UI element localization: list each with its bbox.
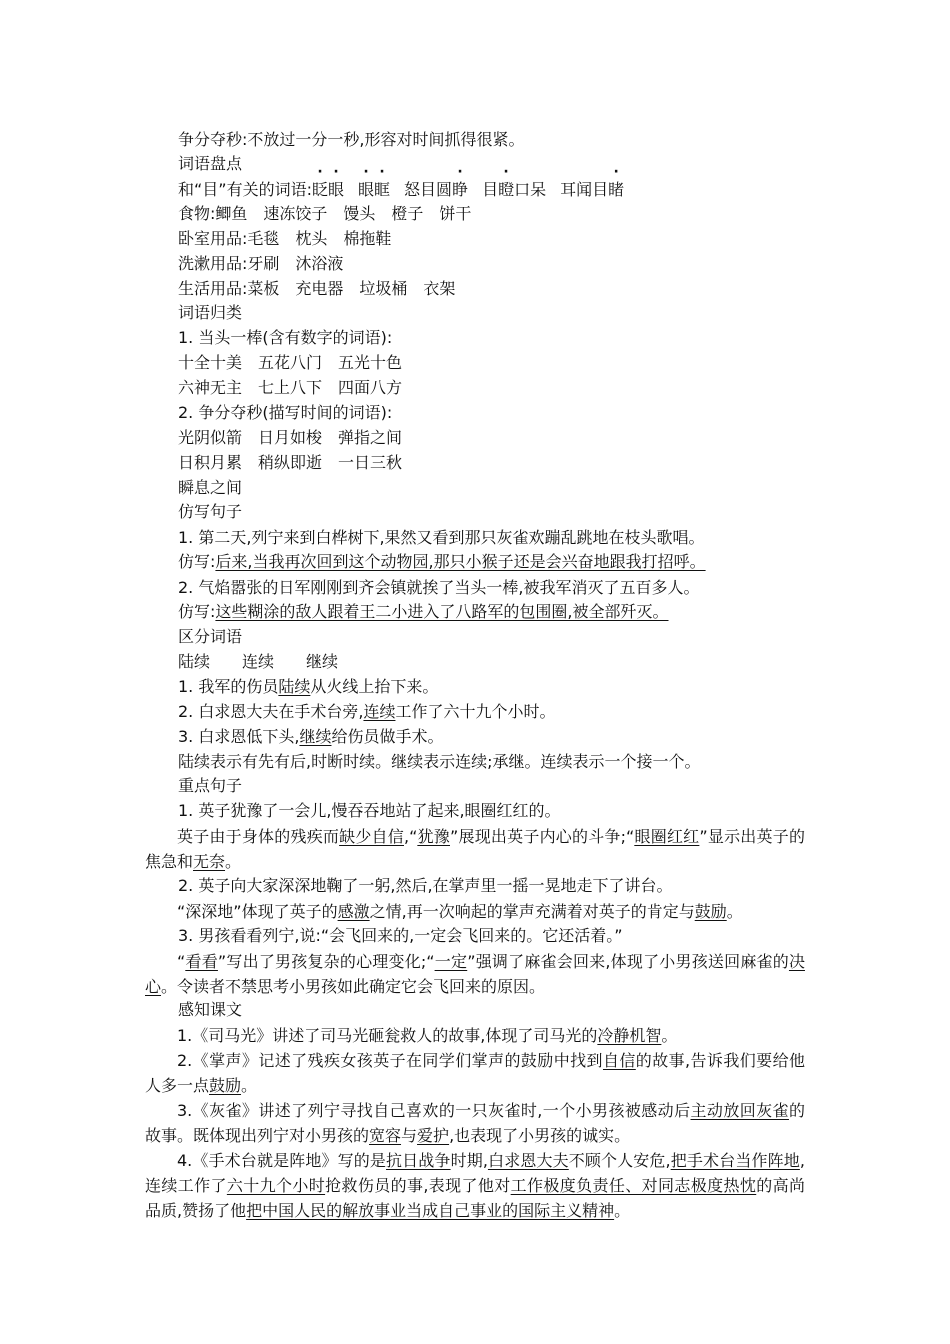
text-span: 1.《司马光》讲述了司马光砸瓮救人的故事,体现了司马光的 xyxy=(177,1026,598,1045)
text-span: 工作了六十九个小时。 xyxy=(395,702,556,721)
zhongdian-sentence-3: 3. 男孩看看列宁,说:“会飞回来的,一定会飞回来的。它还活着。” xyxy=(178,926,623,945)
zhongdian-analysis-1 xyxy=(145,824,805,874)
key-phrase: 六十九个小时 xyxy=(226,1176,326,1195)
text-span: 从火线上抬下来。 xyxy=(310,677,439,696)
time-words-title: 2. 争分夺秒(描写时间的词语): xyxy=(178,403,393,422)
time-words-row-1: 光阴似箭 日月如梭 弹指之间 xyxy=(178,428,403,447)
life-line: 生活用品:菜板 充电器 垃圾桶 衣架 xyxy=(178,279,456,298)
number-words-row-2: 六神无主 七上八下 四面八方 xyxy=(178,378,403,397)
key-phrase: 爱护 xyxy=(417,1126,450,1145)
text-span: 。 xyxy=(225,852,242,871)
number-words-row-1: 十全十美 五花八门 五光十色 xyxy=(178,353,403,372)
mu-words-prefix: 和“目”有关的词语: xyxy=(178,180,312,199)
word-zhayan: 眨眼 xyxy=(311,180,345,199)
section-heading-ganzhi: 感知课文 xyxy=(178,1000,243,1019)
ganzhi-item-4 xyxy=(145,1148,805,1223)
key-phrase: 白求恩大夫 xyxy=(487,1151,569,1170)
text-span: 4.《手术台就是阵地》写的是 xyxy=(177,1151,387,1170)
text-span: ”显示出英子的焦急和 xyxy=(145,827,805,871)
key-phrase: 工作极度负责任、对同志极度热忱 xyxy=(510,1176,757,1195)
text-span: 2. 白求恩大夫在手术台旁, xyxy=(178,702,364,721)
word-numu: 怒目圆睁 xyxy=(404,180,469,199)
key-phrase: 看看 xyxy=(185,952,218,971)
number-words-title: 1. 当头一棒(含有数字的词语): xyxy=(178,328,393,347)
text-span: 。 xyxy=(614,1201,631,1220)
fangxie-answer-2 xyxy=(178,600,669,624)
key-phrase: 把中国人民的解放事业当成自己事业的国际主义精神 xyxy=(246,1201,615,1220)
text-span: 的高尚品质,赞扬了他 xyxy=(145,1176,805,1220)
text-span: “深深地”体现了英子的 xyxy=(177,902,338,921)
section-heading-zhongdian: 重点句子 xyxy=(178,776,243,795)
text-span: ”展现出英子内心的斗争;“ xyxy=(450,827,635,846)
fangxie-answer-2-text: 这些糊涂的敌人跟着王二小进入了八路军的包围圈,被全部歼灭。 xyxy=(215,602,669,621)
zhongdian-sentence-1: 1. 英子犹豫了一会儿,慢吞吞地站了起来,眼圈红红的。 xyxy=(178,801,561,820)
fangxie-sentence-2: 2. 气焰嚣张的日军刚刚到齐会镇就挨了当头一棒,被我军消灭了五百多人。 xyxy=(178,578,700,597)
zhongdian-analysis-2 xyxy=(145,899,805,924)
definition-line: 争分夺秒:不放过一分一秒,形容对时间抓得很紧。 xyxy=(178,130,525,149)
fangxie-answer-1-text: 后来,当我再次回到这个动物园,那只小猴子还是会兴奋地跟我打招呼。 xyxy=(215,552,706,571)
wash-line: 洗漱用品:牙刷 沐浴液 xyxy=(178,254,344,273)
zhongdian-sentence-2: 2. 英子向大家深深地鞠了一躬,然后,在掌声里一摇一晃地走下了讲台。 xyxy=(178,876,673,895)
key-phrase: 一定 xyxy=(434,952,468,971)
key-phrase: 缺少自信 xyxy=(339,827,404,846)
key-phrase: 无奈 xyxy=(193,852,226,871)
fangxie-label: 仿写: xyxy=(178,552,216,571)
word-yankuang: 眼眶 xyxy=(358,180,391,199)
text-span: 的故事,告诉我们要给他人多一点 xyxy=(145,1051,805,1095)
text-span: 1. 我军的伤员 xyxy=(178,677,279,696)
key-phrase: 宽容 xyxy=(369,1126,402,1145)
text-span: ”强调了麻雀会回来,体现了小男孩送回麻雀的 xyxy=(467,952,789,971)
text-span: 给伤员做手术。 xyxy=(331,727,444,746)
text-span: 与 xyxy=(401,1126,418,1145)
section-heading-fangxie: 仿写句子 xyxy=(178,502,243,521)
text-span: 。令读者不禁思考小男孩如此确定它会飞回来的原因。 xyxy=(161,977,546,996)
text-span: ,连续工作了 xyxy=(145,1151,805,1195)
section-heading-qufen: 区分词语 xyxy=(178,627,243,646)
zhongdian-analysis-3 xyxy=(145,949,805,999)
key-phrase: 抗日战争 xyxy=(386,1151,451,1170)
text-span: 之情,再一次响起的掌声充满着对英子的肯定与 xyxy=(369,902,695,921)
key-phrase: 鼓励 xyxy=(694,902,727,921)
text-span: 时期, xyxy=(450,1151,488,1170)
section-heading-ciyu-pandian: 词语盘点 xyxy=(178,154,243,173)
mu-words-line xyxy=(178,178,624,202)
qufen-sentence-2 xyxy=(178,700,555,724)
fangxie-label: 仿写: xyxy=(178,602,216,621)
key-phrase: 犹豫 xyxy=(417,827,450,846)
key-phrase: 冷静机智 xyxy=(597,1026,662,1045)
text-span: 抢救伤员的事,表现了他对 xyxy=(325,1176,511,1195)
ganzhi-item-1 xyxy=(145,1023,805,1048)
section-heading-ciyu-guilei: 词语归类 xyxy=(178,303,243,322)
time-words-row-2: 日积月累 稍纵即逝 一日三秋 xyxy=(178,453,403,472)
food-line: 食物:鲫鱼 速冻饺子 馒头 橙子 饼干 xyxy=(178,204,472,223)
word-mudeng: 目瞪口呆 xyxy=(482,180,547,199)
text-span: 的故事。既体现出列宁对小男孩的 xyxy=(145,1101,805,1145)
bedroom-line: 卧室用品:毛毯 枕头 棉拖鞋 xyxy=(178,229,392,248)
qufen-sentence-1 xyxy=(178,675,438,699)
key-phrase: 把手术台当作阵地 xyxy=(670,1151,800,1170)
key-phrase: 决心 xyxy=(145,952,805,996)
text-span: ”写出了男孩复杂的心理变化;“ xyxy=(217,952,435,971)
text-span: 。 xyxy=(726,902,743,921)
key-phrase: 鼓励 xyxy=(209,1076,242,1095)
text-span: “ xyxy=(177,952,186,971)
time-words-row-3: 瞬息之间 xyxy=(178,478,243,497)
text-span: 。 xyxy=(241,1076,258,1095)
ganzhi-item-2 xyxy=(145,1048,805,1098)
qufen-words: 陆续 连续 继续 xyxy=(178,652,339,671)
text-span: 3. 白求恩低下头, xyxy=(178,727,300,746)
qufen-explanation: 陆续表示有先有后,时断时续。继续表示连续;承继。连续表示一个接一个。 xyxy=(178,752,701,771)
key-phrase: 自信 xyxy=(602,1051,636,1070)
fangxie-sentence-1: 1. 第二天,列宁来到白桦树下,果然又看到那只灰雀欢蹦乱跳地在枝头歌唱。 xyxy=(178,528,705,547)
text-span: 不顾个人安危, xyxy=(568,1151,671,1170)
text-span: 3.《灰雀》讲述了列宁寻找自己喜欢的一只灰雀时,一个小男孩被感动后 xyxy=(177,1101,691,1120)
qufen-sentence-3 xyxy=(178,725,443,749)
key-phrase: 感激 xyxy=(337,902,370,921)
word-erwen: 耳闻目睹 xyxy=(560,180,625,199)
fangxie-answer-1 xyxy=(178,550,706,574)
text-span: ,“ xyxy=(403,827,418,846)
text-span: ,也表现了小男孩的诚实。 xyxy=(449,1126,631,1145)
ganzhi-item-3 xyxy=(145,1098,805,1148)
underlined-word: 连续 xyxy=(363,702,396,721)
text-span: 。 xyxy=(661,1026,678,1045)
key-phrase: 眼圈红红 xyxy=(634,827,700,846)
text-span: 2.《掌声》记述了残疾女孩英子在同学们掌声的鼓励中找到 xyxy=(177,1051,603,1070)
underlined-word: 陆续 xyxy=(278,677,311,696)
text-span: 英子由于身体的残疾而 xyxy=(177,827,340,846)
key-phrase: 主动放回灰雀 xyxy=(690,1101,789,1120)
underlined-word: 继续 xyxy=(299,727,332,746)
